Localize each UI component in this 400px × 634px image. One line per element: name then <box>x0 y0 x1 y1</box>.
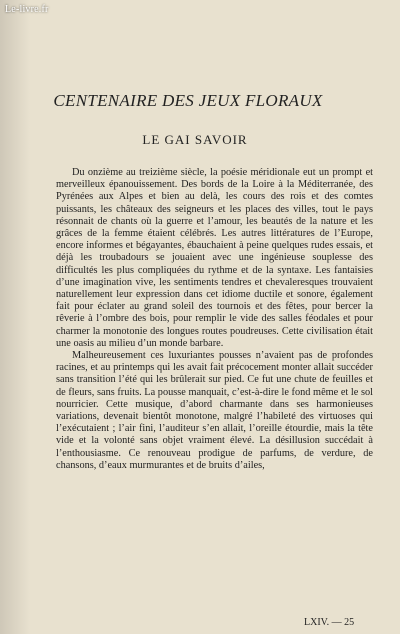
page-shadow <box>0 0 30 634</box>
paragraph-2: Malheureusement ces luxuriantes pousses n’avaient pas de profondes racines, et au printemps qui les avait fait précocement monter allait succéder sans transition l’été qui les brûlerait sur pied. Ce fut une chute de feuilles et de fleurs, sans fruits. La pousse manquait, c’est-à-dire le fond même et le sol nourricier. Cette musique, d’abord charmante dans ses harmonieuses variations, devenait bientôt monotone, malgré l’habileté des virtuoses qui l’exécutaient ; l’air fini, l’auditeur s’en allait, l’oreille étourdie, mais la tête vide et la volonté sans objet vraiment élevé. La désillusion succédait à l’enthousiasme. Ce renouveau prodigue de parfums, de verdure, de chansons, d’eaux murmurantes et de bruits d’ailes, <box>56 350 373 471</box>
watermark: Le-livre.fr <box>5 4 49 15</box>
body-text <box>56 167 373 472</box>
article-title: CENTENAIRE DES JEUX FLORAUX <box>53 91 323 110</box>
paragraph-1: Du onzième au treizième siècle, la poésie méridionale eut un prompt et merveilleux épanouissement. Des bords de la Loire à la Méditerranée, des Pyrénées aux Alpes et bien au delà, les cours des rois et des comtes puissants, les châteaux des seigneurs et les places des villes, tout le pays résonnait de chants où la guerre et l’amour, les beautés de la nature et les grâces de la femme étaient célébrés. Les autres littératures de l’Europe, encore informes et bégayantes, ébauchaient à peine quelques rudes essais, et déjà les troubadours se jouaient avec une ingénieuse souplesse des difficultés les plus compliquées du rythme et de la syntaxe. Les fantaisies d’une imagination vive, les sentiments tendres et chevaleresques trouvaient naturellement leur expression dans cet idiome ductile et sonore, également fait pour éclater au grand soleil des tournois et des fêtes, pour bercer la rêverie à l’ombre des bois, pour remplir le vide des salles féodales et pour charmer la monotonie des longues routes poudreuses. Cette civilisation était une oasis au milieu d’un monde barbare. <box>56 167 373 349</box>
section-subtitle: LE GAI SAVOIR <box>142 132 248 147</box>
folio: LXIV. — 25 <box>304 617 355 628</box>
